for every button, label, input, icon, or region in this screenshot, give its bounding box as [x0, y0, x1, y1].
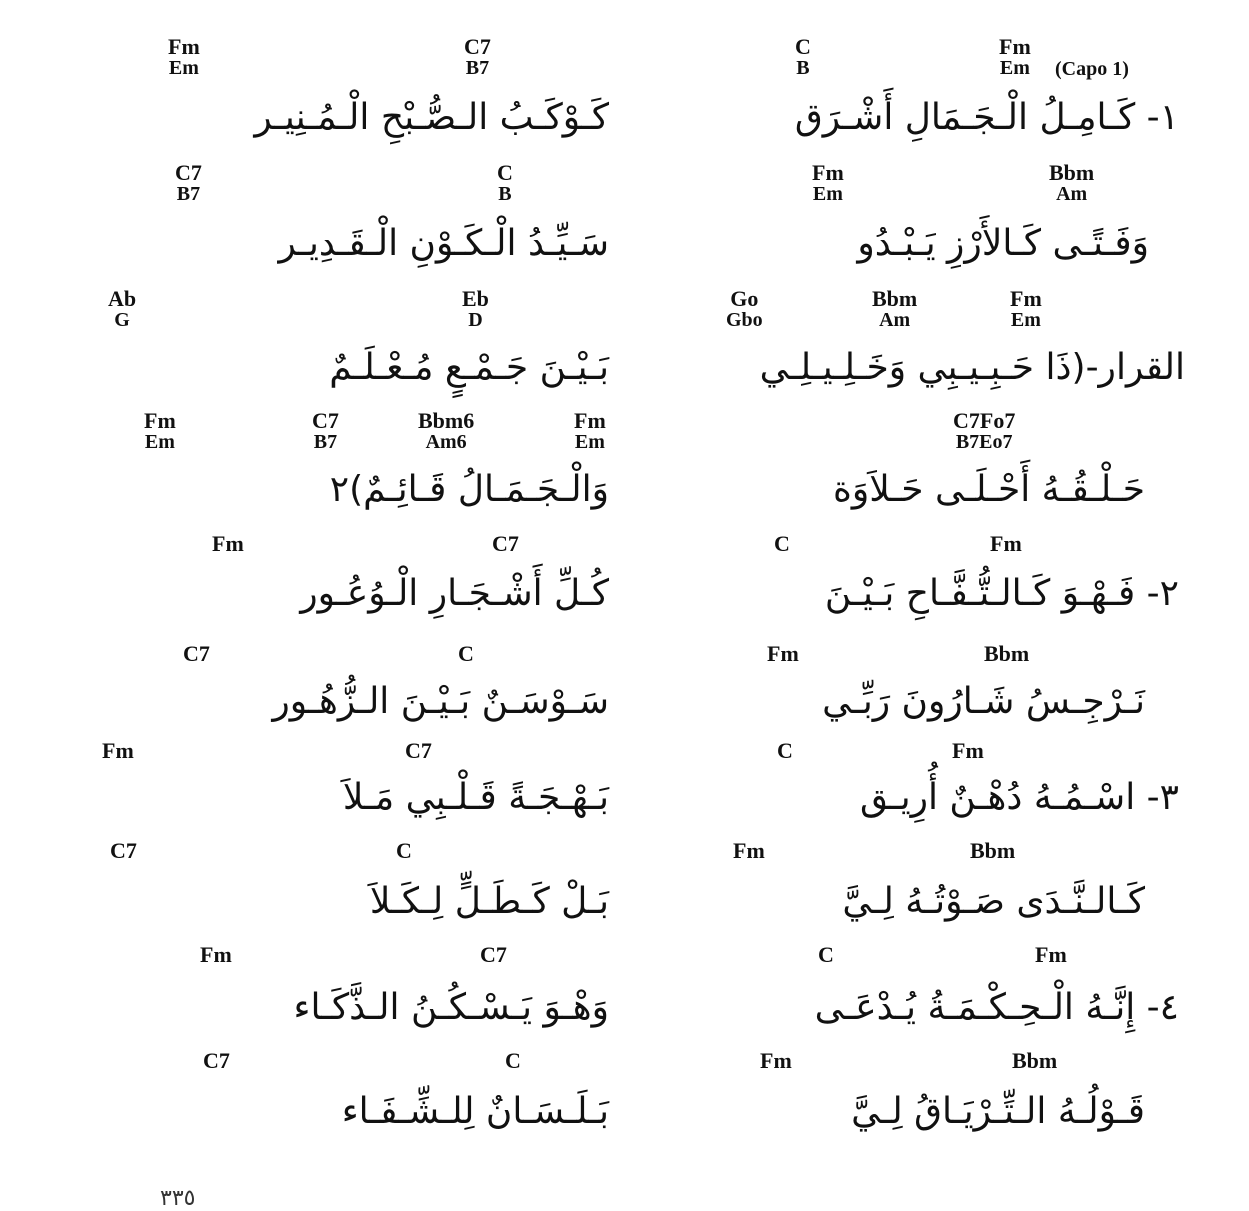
chord-name: Fm	[999, 34, 1031, 59]
chord-alt: B7Eo7	[955, 431, 1013, 453]
chord-alt: B	[498, 183, 512, 205]
chord	[872, 288, 917, 330]
chord-name: Ab	[108, 286, 137, 311]
chord-name: C7	[183, 641, 210, 666]
chord-name: Fm	[168, 34, 200, 59]
chord-name: Bbm	[984, 641, 1030, 666]
chord	[999, 36, 1031, 78]
lyric-right: القرار-(ذَا حَـبِـيـبِي وَخَـلِـيـلِـي	[759, 347, 1185, 388]
chord	[795, 36, 811, 78]
chord-alt: Em	[999, 57, 1030, 79]
chord-name: Fm	[760, 1048, 792, 1073]
chord-alt: Am	[879, 309, 911, 331]
chord	[818, 944, 834, 966]
chord-name: Fm	[574, 408, 606, 433]
chord	[990, 533, 1022, 555]
chord	[774, 533, 790, 555]
chord-name: Fm	[1035, 942, 1067, 967]
chord-name: C7	[492, 531, 519, 556]
chord-alt: Em	[574, 431, 605, 453]
lyric-left: كَـوْكَـبُ الـصُّـبْحِ الْـمُـنِيـر	[254, 97, 609, 138]
chord-alt: B7	[313, 431, 338, 453]
chord	[726, 288, 763, 330]
chord	[464, 36, 491, 78]
lyric-right: ٣- اسْـمُـهُ دُهْـنٌ أُرِيـق	[860, 777, 1179, 818]
chord-alt: B	[796, 57, 810, 79]
lyric-left: سَـيِّـدُ الْـكَـوْنِ الْـقَـدِيـر	[278, 223, 609, 264]
lyric-right: حَـلْـقُـهُ أَحْـلَـى حَـلاَوَة	[832, 469, 1145, 510]
chord	[760, 1050, 792, 1072]
chord-name: Bbm6	[418, 408, 475, 433]
chord-alt: Em	[168, 57, 199, 79]
chord-name: Fm	[952, 738, 984, 763]
chord-name: Fm	[1010, 286, 1042, 311]
chord-name: Fm	[990, 531, 1022, 556]
chord-name: C7	[405, 738, 432, 763]
lyric-left: بَـيْـنَ جَـمْـعٍ مُـعْـلَـمٌ	[329, 347, 609, 388]
chord	[312, 410, 339, 452]
chord-name: C7	[175, 160, 202, 185]
chord-name: Fm	[767, 641, 799, 666]
chord-name: C	[795, 34, 811, 59]
chord	[574, 410, 606, 452]
lyric-right: ٢- فَـهْـوَ كَـالـتُّـفَّـاحِ بَـيْـنَ	[824, 573, 1179, 614]
chord	[952, 740, 984, 762]
chord	[102, 740, 134, 762]
lyric-right: كَـالـنَّـدَى صَـوْتُـهُ لِـيَّ	[842, 881, 1145, 922]
chord	[212, 533, 244, 555]
lyric-left: بَـهْـجَـةً قَـلْـبِي مَـلاَ	[342, 777, 609, 818]
lyric-right: نَـرْجِـسُ شَـارُونَ رَبِّـي	[822, 681, 1145, 722]
chord	[175, 162, 202, 204]
chord-name: Go	[730, 286, 759, 311]
page-number: ٣٣٥	[160, 1186, 196, 1211]
chord-alt: B7	[465, 57, 490, 79]
chord	[1012, 1050, 1057, 1072]
chord-name: C	[774, 531, 790, 556]
lyric-right: وَفَـتًـى كَـالأَرْزِ يَـبْـدُو	[857, 223, 1149, 264]
chord	[812, 162, 844, 204]
chord	[953, 410, 1015, 452]
chord-name: Bbm	[970, 838, 1016, 863]
chord-name: C	[777, 738, 793, 763]
chord	[203, 1050, 230, 1072]
chord	[183, 643, 210, 665]
chord-name: C	[458, 641, 474, 666]
chord-name: Fm	[144, 408, 176, 433]
chord	[418, 410, 474, 452]
chord	[462, 288, 489, 330]
chord	[777, 740, 793, 762]
chord-name: C7Fo7	[953, 408, 1016, 433]
chord	[970, 840, 1015, 862]
chord	[1010, 288, 1042, 330]
chord	[1049, 162, 1094, 204]
chord-name: Fm	[733, 838, 765, 863]
chord	[458, 643, 474, 665]
lyric-left: وَالْـجَـمَـالُ قَـائِـمٌ)٢	[329, 469, 609, 510]
chord-alt: Gbo	[726, 309, 763, 331]
chord-alt: Am6	[425, 431, 467, 453]
chord-name: Fm	[212, 531, 244, 556]
chord-name: Eb	[462, 286, 489, 311]
chord-name: Bbm	[872, 286, 918, 311]
chord-alt: D	[468, 309, 483, 331]
chord-name: C7	[312, 408, 339, 433]
chord-name: C	[818, 942, 834, 967]
lyric-left: بَـلَـسَـانٌ لِلـشِّـفَـاء	[341, 1091, 609, 1132]
chord	[767, 643, 799, 665]
chord	[497, 162, 513, 204]
chord	[984, 643, 1029, 665]
chord	[492, 533, 519, 555]
chord	[733, 840, 765, 862]
chord-name: Bbm	[1012, 1048, 1058, 1073]
lyric-right: قَـوْلُـهُ الـتِّـرْيَـاقُ لِـيَّ	[851, 1091, 1145, 1132]
chord	[405, 740, 432, 762]
chord-name: Bbm	[1049, 160, 1095, 185]
chord-name: C7	[480, 942, 507, 967]
chord	[110, 840, 137, 862]
chord-name: Fm	[200, 942, 232, 967]
lyric-left: وَهْـوَ يَـسْـكُـنُ الـذَّكَـاء	[293, 987, 609, 1028]
chord	[144, 410, 176, 452]
chord	[396, 840, 412, 862]
lyric-right: ١- كَـامِـلُ الْـجَـمَالِ أَشْـرَق	[794, 97, 1179, 138]
lyric-left: بَـلْ كَـطَـلٍّ لِـكَـلاَ	[369, 881, 609, 922]
chord-name: C7	[203, 1048, 230, 1073]
chord-alt: Em	[144, 431, 175, 453]
chord	[200, 944, 232, 966]
chord-alt: G	[114, 309, 130, 331]
lyric-left: سَـوْسَـنٌ بَـيْـنَ الـزُّهُـور	[272, 681, 609, 722]
chord-alt: Em	[1010, 309, 1041, 331]
chord	[108, 288, 136, 330]
chord-name: C	[396, 838, 412, 863]
chord	[1035, 944, 1067, 966]
chord-name: Fm	[102, 738, 134, 763]
lyric-left: كُـلِّ أَشْـجَـارِ الْـوُعُـور	[300, 573, 609, 614]
capo-note: (Capo 1)	[1055, 58, 1129, 80]
chord	[505, 1050, 521, 1072]
chord	[480, 944, 507, 966]
chord-alt: Em	[812, 183, 843, 205]
chord-alt: Am	[1056, 183, 1088, 205]
chord	[168, 36, 200, 78]
chord-name: C7	[110, 838, 137, 863]
chord-name: C	[497, 160, 513, 185]
chord-alt: B7	[176, 183, 201, 205]
chord-name: Fm	[812, 160, 844, 185]
chord-name: C	[505, 1048, 521, 1073]
chord-name: C7	[464, 34, 491, 59]
lyric-right: ٤- إِنَّـهُ الْـحِـكْـمَـةُ يُـدْعَـى	[814, 987, 1179, 1028]
